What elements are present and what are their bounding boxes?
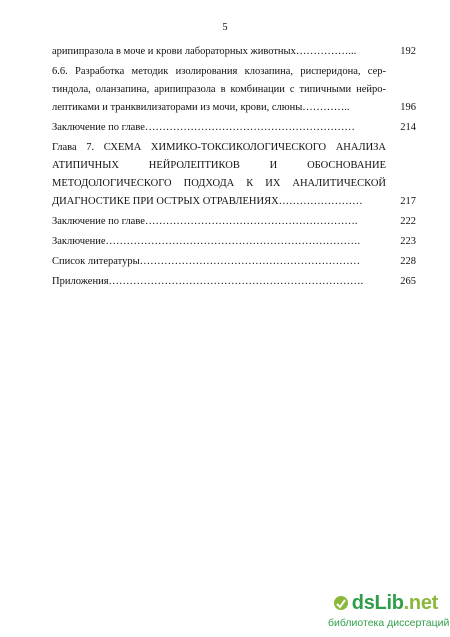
watermark — [328, 591, 450, 630]
toc-entry-line: Заключение по главе…………………………………………………… — [52, 122, 355, 133]
page-number: 5 — [222, 22, 228, 33]
toc-entry-line: Заключение по главе……………………………………………………. — [52, 216, 358, 227]
toc-entry — [52, 213, 416, 231]
table-of-contents — [52, 43, 416, 293]
toc-entry-page: 192 — [400, 46, 416, 57]
toc-entry-line: Приложения………………………………………………………………. — [52, 276, 364, 287]
toc-entry-page: 222 — [400, 216, 416, 227]
toc-entry-line: тиндола, оланзапина, арипипразола в комбинации с типичными нейро- — [52, 84, 386, 95]
toc-entry-line: Заключение………………………………………………………………. — [52, 236, 361, 247]
toc-entry — [52, 233, 416, 251]
watermark-logo-ds: ds — [351, 591, 375, 614]
toc-entry-line: лептиками и транквилизаторами из мочи, крови, слюны………….. — [52, 102, 350, 113]
toc-entry — [52, 119, 416, 137]
logo-mark-icon — [333, 595, 349, 611]
toc-entry-page: 196 — [400, 102, 416, 113]
toc-entry-line: Глава 7. СХЕМА ХИМИКО-ТОКСИКОЛОГИЧЕСКОГО АНАЛИЗА — [52, 142, 386, 153]
toc-entry-line: АТИПИЧНЫХ НЕЙРОЛЕПТИКОВ И ОБОСНОВАНИЕ — [52, 160, 386, 171]
toc-entry-page: 217 — [400, 196, 416, 207]
toc-entry-page: 228 — [400, 256, 416, 267]
toc-entry-line: МЕТОДОЛОГИЧЕСКОГО ПОДХОДА К ИХ АНАЛИТИЧЕСКОЙ — [52, 178, 386, 189]
toc-entry — [52, 139, 416, 211]
toc-entry — [52, 273, 416, 291]
toc-entry-line: ДИАГНОСТИКЕ ПРИ ОСТРЫХ ОТРАВЛЕНИЯХ…………………… — [52, 196, 363, 207]
toc-entry-line: Список литературы……………………………………………………… — [52, 256, 361, 267]
toc-entry-line: арипипразола в моче и крови лабораторных животных……………... — [52, 46, 357, 57]
watermark-subtitle: библиотека диссертаций — [328, 617, 450, 629]
watermark-logo-net: .net — [403, 591, 438, 614]
toc-entry-page: 265 — [400, 276, 416, 287]
toc-entry — [52, 253, 416, 271]
toc-entry-page: 223 — [400, 236, 416, 247]
watermark-logo — [333, 592, 438, 615]
toc-entry — [52, 43, 416, 61]
watermark-logo-lib: Lib — [374, 591, 404, 614]
toc-entry — [52, 63, 416, 117]
toc-entry-line: 6.6. Разработка методик изолирования клозапина, рисперидона, сер- — [52, 66, 386, 77]
toc-entry-page: 214 — [400, 122, 416, 133]
